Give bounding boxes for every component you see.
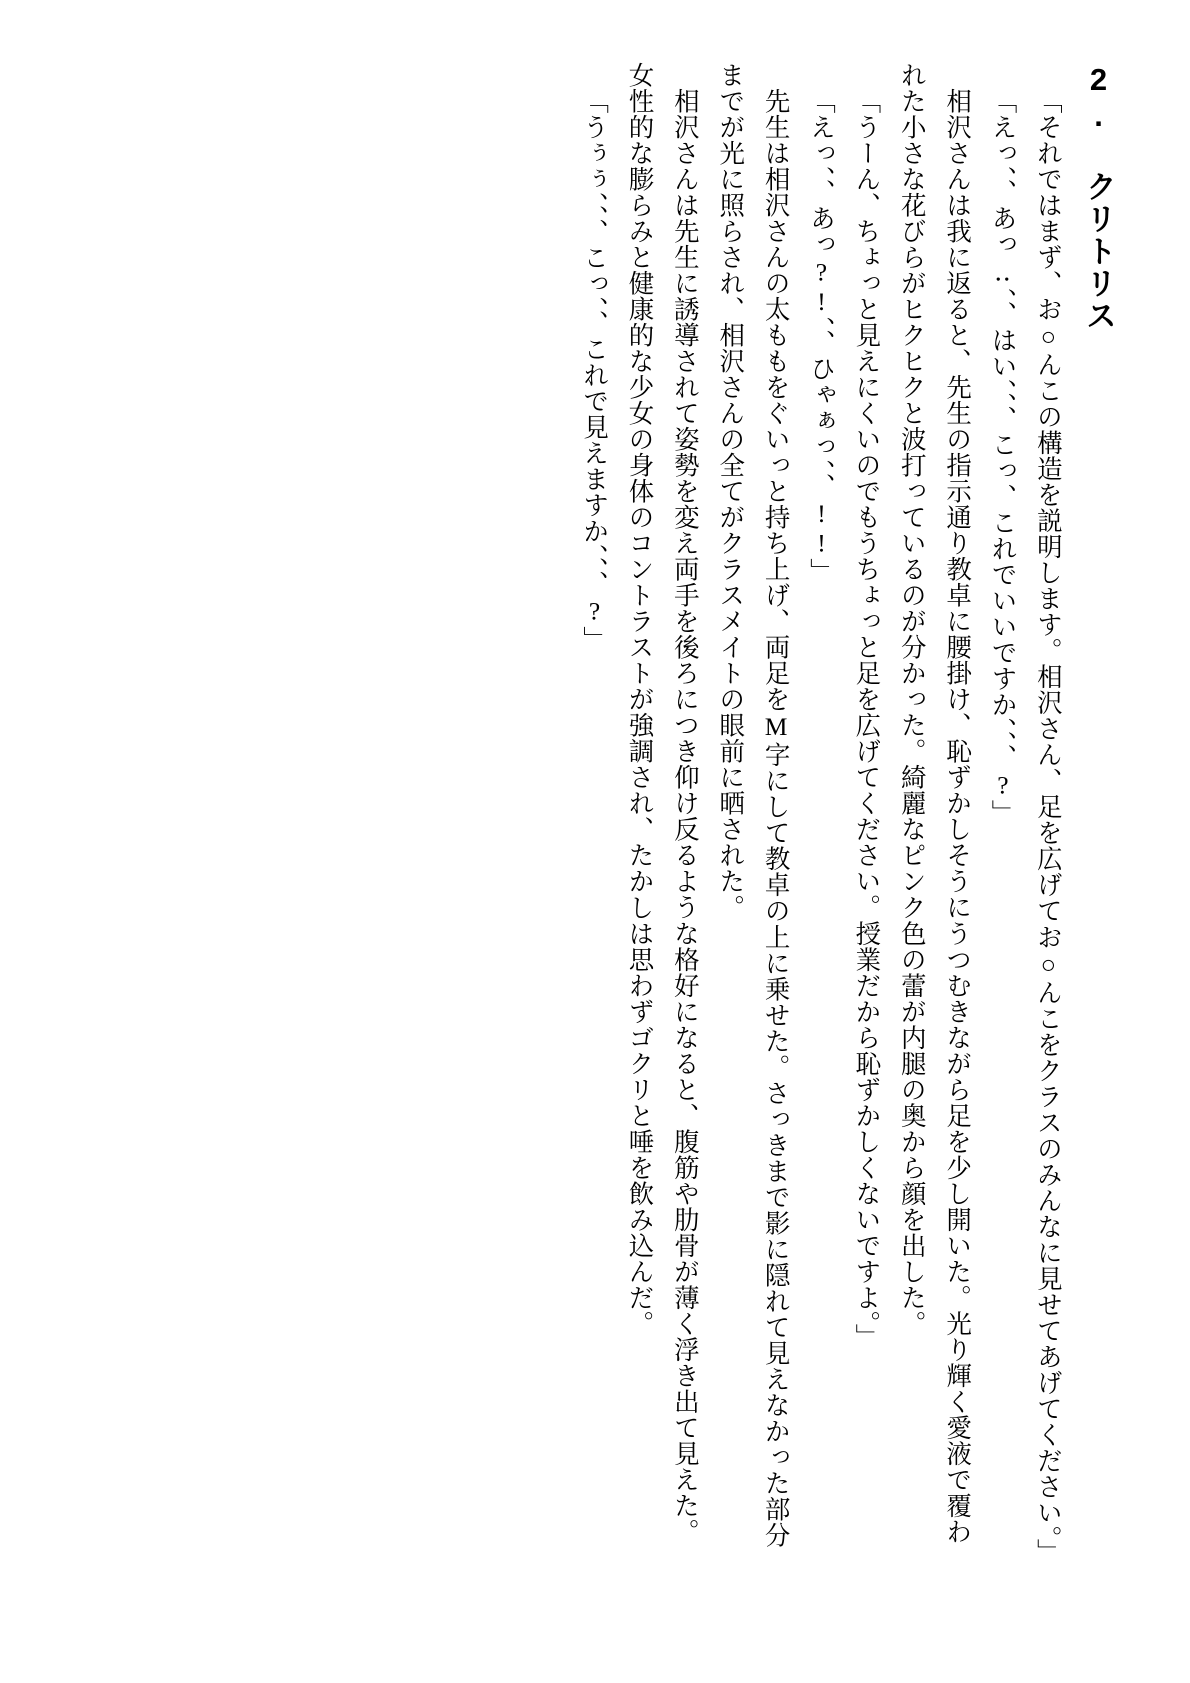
paragraph: 「えっ、、あっ‥、、はい、、、こっ、これでいいですか、、、?」 — [988, 87, 1018, 826]
paragraph: 相沢さんは先生に誘導されて姿勢を変え両手を後ろにつき仰け反るような格好になると、腹筋や肋骨が薄く浮き出て見えた。女性的な膨らみと健康的な少女の身体のコントラストが強調され、たかしは思わずゴクリと唾を飲み込んだ。 — [625, 62, 700, 1545]
paragraph: 「うーん、ちょっと見えにくいのでもうちょっと足を広げてください。授業だから恥ずかしくないですよ。」 — [852, 87, 882, 1350]
paragraph: 相沢さんは我に返ると、先生の指示通り教卓に腰掛け、恥ずかしそうにうつむきながら足を少し開いた。光り輝く愛液で覆われた小さな花びらがヒクヒクと波打っているのが分かった。綺麗なピンク色の蕾が内腿の奥から顔を出した。 — [897, 62, 973, 1545]
chapter-title: 2. クリトリス — [1081, 62, 1116, 332]
paragraph: 先生は相沢さんの太ももをぐいっと持ち上げ、両足をM字にして教卓の上に乗せた。さっきまで影に隠れて見えなかった部分までが光に照らされ、相沢さんの全てがクラスメイトの眼前に晒された。 — [716, 62, 791, 1548]
paragraph: 「えっ、、あっ?!、、ひゃぁっ、、!!」 — [806, 87, 836, 584]
paragraph: 「うぅぅ、、、こっ、、これで見えますか、、、?」 — [580, 87, 610, 652]
vertical-text-body — [150, 62, 1126, 1563]
paragraph: 「それではまず、お○んこの構造を説明します。相沢さん、足を広げてお○んこをクラスのみんなに見せてあげてください。」 — [1033, 87, 1063, 1565]
